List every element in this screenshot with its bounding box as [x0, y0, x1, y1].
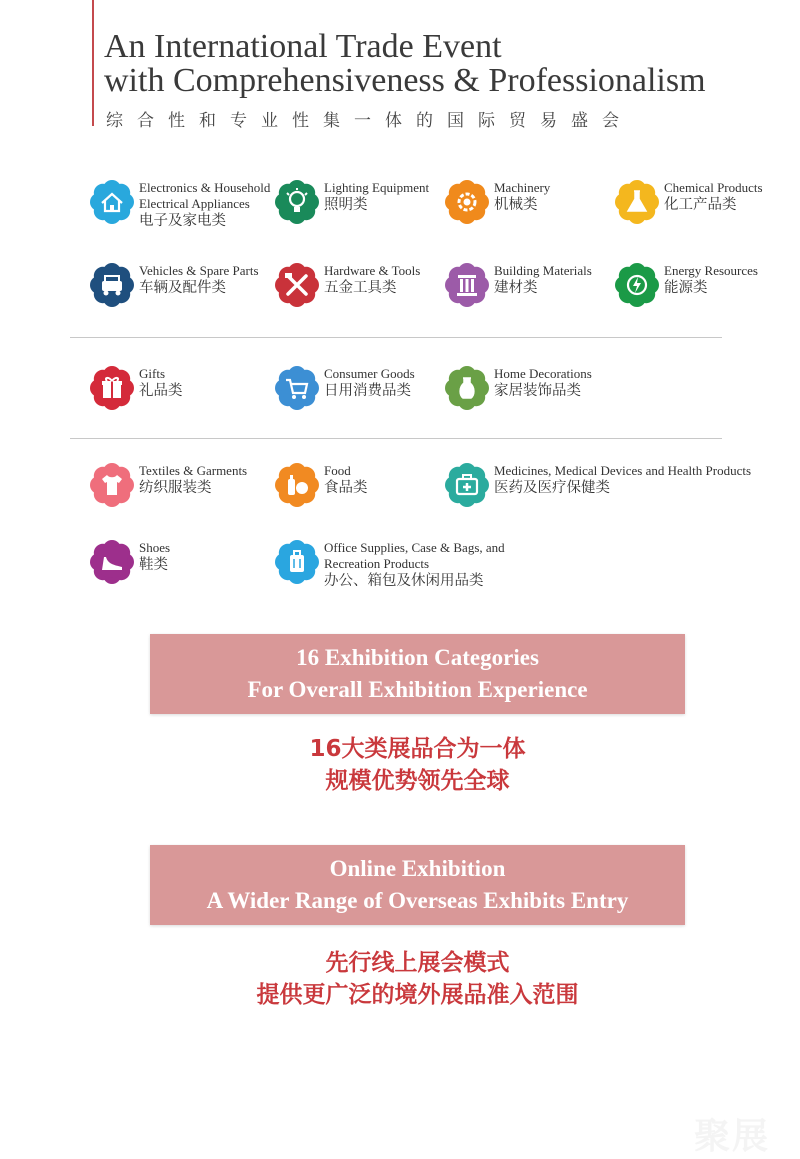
category-label-cn: 鞋类	[139, 557, 168, 573]
house-icon	[90, 180, 134, 224]
category-item	[275, 540, 505, 591]
car-icon	[90, 263, 134, 307]
category-label-en: Electronics & Household	[139, 180, 271, 195]
category-item	[275, 366, 415, 410]
category-text	[139, 540, 170, 575]
gear-icon	[445, 180, 489, 224]
title-line-1: An International Trade Event	[104, 28, 502, 65]
category-label-en: Chemical Products	[664, 180, 763, 195]
category-text	[324, 463, 368, 498]
category-text	[324, 366, 415, 401]
category-label-cn: 照明类	[324, 197, 368, 213]
category-label-cn: 车辆及配件类	[139, 280, 226, 296]
category-text	[324, 263, 420, 298]
tools-icon	[275, 263, 319, 307]
category-item	[615, 180, 763, 224]
category-item	[275, 180, 429, 224]
category-text	[139, 366, 183, 401]
category-item	[615, 263, 758, 307]
category-text	[664, 180, 763, 215]
category-label-en: Consumer Goods	[324, 366, 415, 381]
category-text	[139, 180, 270, 231]
banner-categories-line-2: For Overall Exhibition Experience	[247, 677, 588, 702]
category-text	[324, 540, 505, 591]
cn-online-line-2: 提供更广泛的境外展品准入范围	[256, 982, 579, 1008]
category-label-en: Home Decorations	[494, 366, 592, 381]
column-icon	[445, 263, 489, 307]
category-text	[324, 180, 429, 215]
category-item	[445, 463, 751, 507]
category-item	[275, 263, 420, 307]
category-item	[90, 366, 183, 410]
category-label-en: Vehicles & Spare Parts	[139, 263, 259, 278]
page-title	[104, 30, 706, 98]
category-item	[445, 263, 592, 307]
category-label-cn: 办公、箱包及休闲用品类	[324, 573, 484, 589]
category-label-cn: 化工产品类	[664, 197, 737, 213]
chinese-subtitle: 综合性和专业性集一体的国际贸易盛会	[106, 111, 633, 131]
cn-categories-line-1: 16大类展品合为一体	[309, 736, 526, 762]
divider-1	[70, 337, 722, 338]
category-text	[139, 263, 259, 298]
cn-categories-line-2: 规模优势领先全球	[325, 768, 510, 794]
category-item	[445, 180, 550, 224]
banner-online-line-1: Online Exhibition	[329, 856, 506, 881]
category-label-cn: 能源类	[664, 280, 708, 296]
cn-categories-text	[150, 733, 685, 797]
category-label-en: Gifts	[139, 366, 165, 381]
category-label-en: Building Materials	[494, 263, 592, 278]
category-label-cn: 机械类	[494, 197, 538, 213]
category-label-en-2: Recreation Products	[324, 556, 430, 571]
shirt-icon	[90, 463, 134, 507]
category-label-en: Food	[324, 463, 351, 478]
category-item	[90, 463, 247, 507]
vase-icon	[445, 366, 489, 410]
shoe-icon	[90, 540, 134, 584]
divider-2	[70, 438, 722, 439]
category-label-cn: 食品类	[324, 480, 368, 496]
category-label-en: Medicines, Medical Devices and Health Products	[494, 463, 752, 478]
title-line-2: with Comprehensiveness & Professionalism	[104, 62, 706, 99]
category-item	[90, 540, 170, 584]
category-label-cn: 日用消费品类	[324, 383, 411, 399]
category-item	[90, 263, 259, 307]
category-label-en: Office Supplies, Case & Bags, and	[324, 540, 505, 555]
category-label-cn: 纺织服装类	[139, 480, 212, 496]
category-item	[90, 180, 270, 231]
category-label-en: Shoes	[139, 540, 171, 555]
energy-icon	[615, 263, 659, 307]
category-text	[494, 463, 751, 498]
lightbulb-icon	[275, 180, 319, 224]
category-label-cn: 医药及医疗保健类	[494, 480, 610, 496]
medkit-icon	[445, 463, 489, 507]
category-label-en: Hardware & Tools	[324, 263, 421, 278]
flask-icon	[615, 180, 659, 224]
category-label-cn: 电子及家电类	[139, 213, 226, 229]
category-label-en-2: Electrical Appliances	[139, 196, 250, 211]
category-text	[494, 263, 592, 298]
category-text	[139, 463, 247, 498]
luggage-icon	[275, 540, 319, 584]
gift-icon	[90, 366, 134, 410]
banner-categories	[150, 634, 685, 714]
category-text	[664, 263, 758, 298]
category-label-cn: 礼品类	[139, 383, 183, 399]
category-label-cn: 家居装饰品类	[494, 383, 581, 399]
title-accent-bar	[92, 0, 94, 126]
category-label-en: Textiles & Garments	[139, 463, 248, 478]
cart-icon	[275, 366, 319, 410]
cn-online-text	[150, 947, 685, 1011]
watermark-logo: 聚展	[694, 1116, 771, 1157]
category-text	[494, 366, 592, 401]
category-label-cn: 建材类	[494, 280, 538, 296]
banner-online-line-2: A Wider Range of Overseas Exhibits Entry	[206, 888, 629, 913]
category-label-en: Machinery	[494, 180, 551, 195]
category-label-en: Energy Resources	[664, 263, 758, 278]
category-label-en: Lighting Equipment	[324, 180, 430, 195]
category-item	[275, 463, 368, 507]
banner-online	[150, 845, 685, 925]
category-label-cn: 五金工具类	[324, 280, 397, 296]
food-icon	[275, 463, 319, 507]
cn-online-line-1: 先行线上展会模式	[325, 950, 510, 976]
banner-categories-line-1: 16 Exhibition Categories	[296, 645, 539, 670]
category-item	[445, 366, 592, 410]
category-text	[494, 180, 550, 215]
